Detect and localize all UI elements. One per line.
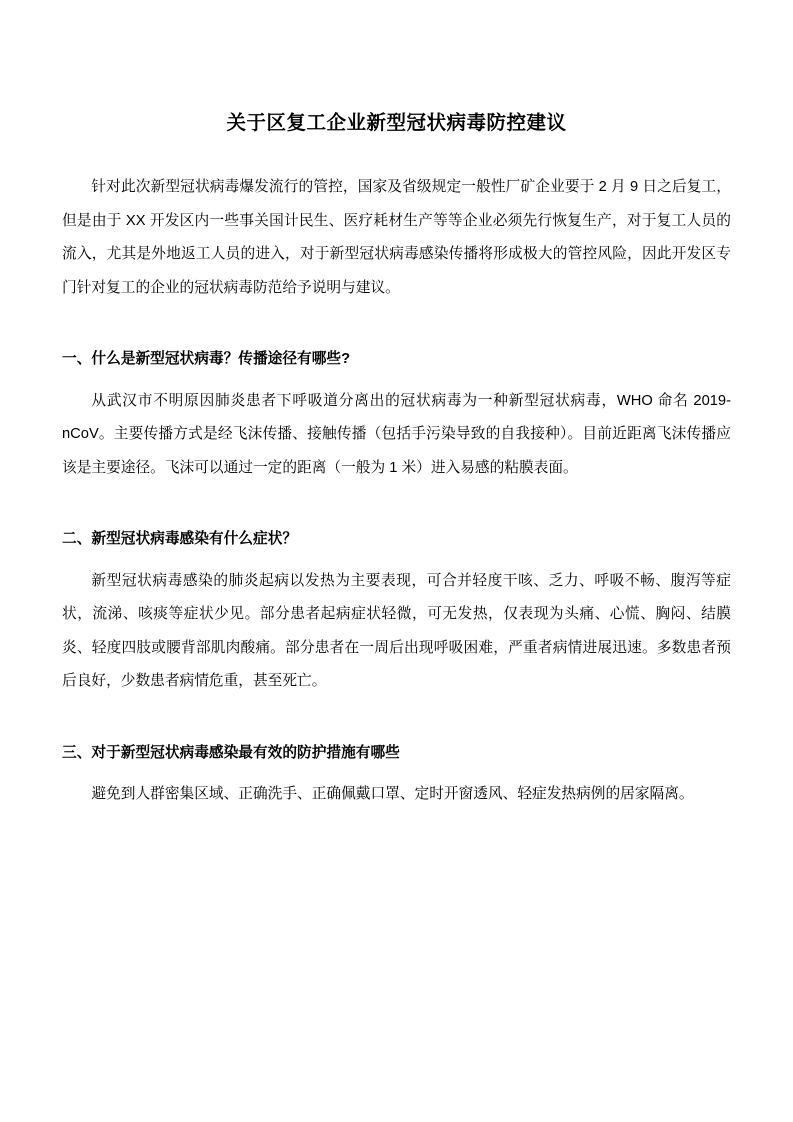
section-body-3: 避免到人群密集区域、正确洗手、正确佩戴口罩、定时开窗透风、轻症发热病例的居家隔离。: [91, 786, 694, 803]
spacer: [62, 375, 731, 385]
page-title: 关于区复工企业新型冠状病毒防控建议: [226, 112, 567, 134]
spacer: [62, 699, 731, 739]
section-body-1: 从武汉市不明原因肺炎患者下呼吸道分离出的冠状病毒为一种新型冠状病毒，WHO 命名 2019-nCoV。主要传播方式是经飞沫传播、接触传播（包括手污染导致的自我接种）。目前近距离飞沫传播应该是主要途径。飞沫可以通过一定的距离（一般为 1 米）进入易感的粘膜表面。: [62, 392, 731, 476]
section-heading-3: 三、对于新型冠状病毒感染最有效的防护措施有哪些: [62, 744, 400, 761]
section-body-2: 新型冠状病毒感染的肺炎起病以发热为主要表现，可合并轻度干咳、乏力、呼吸不畅、腹泻等症状，流涕、咳痰等症状少见。部分患者起病症状轻微，可无发热，仅表现为头痛、心慌、胸闷、结膜炎、轻度四肢或腰背部肌肉酸痛。部分患者在一周后出现呼吸困难，严重者病情进展迅速。多数患者预后良好，少数患者病情危重，甚至死亡。: [62, 572, 731, 690]
section-heading-1: 一、什么是新型冠状病毒？传播途径有哪些?: [62, 351, 351, 368]
section-heading-2: 二、新型冠状病毒感染有什么症状？: [62, 531, 298, 548]
spacer: [62, 485, 731, 525]
spacer: [62, 768, 731, 778]
intro-paragraph: 针对此次新型冠状病毒爆发流行的管控，国家及省级规定一般性厂矿企业要于 2 月 9 日之后复工，但是由于 XX 开发区内一些事关国计民生、医疗耗材生产等等企业必须先行恢复生产，对于复工人员的流入，尤其是外地返工人员的进入，对于新型冠状病毒感染传播将形成极大的管控风险，因此开发区专门针对复工的企业的冠状病毒防范给予说明与建议。: [62, 179, 731, 296]
spacer: [62, 305, 731, 345]
spacer: [62, 555, 731, 565]
